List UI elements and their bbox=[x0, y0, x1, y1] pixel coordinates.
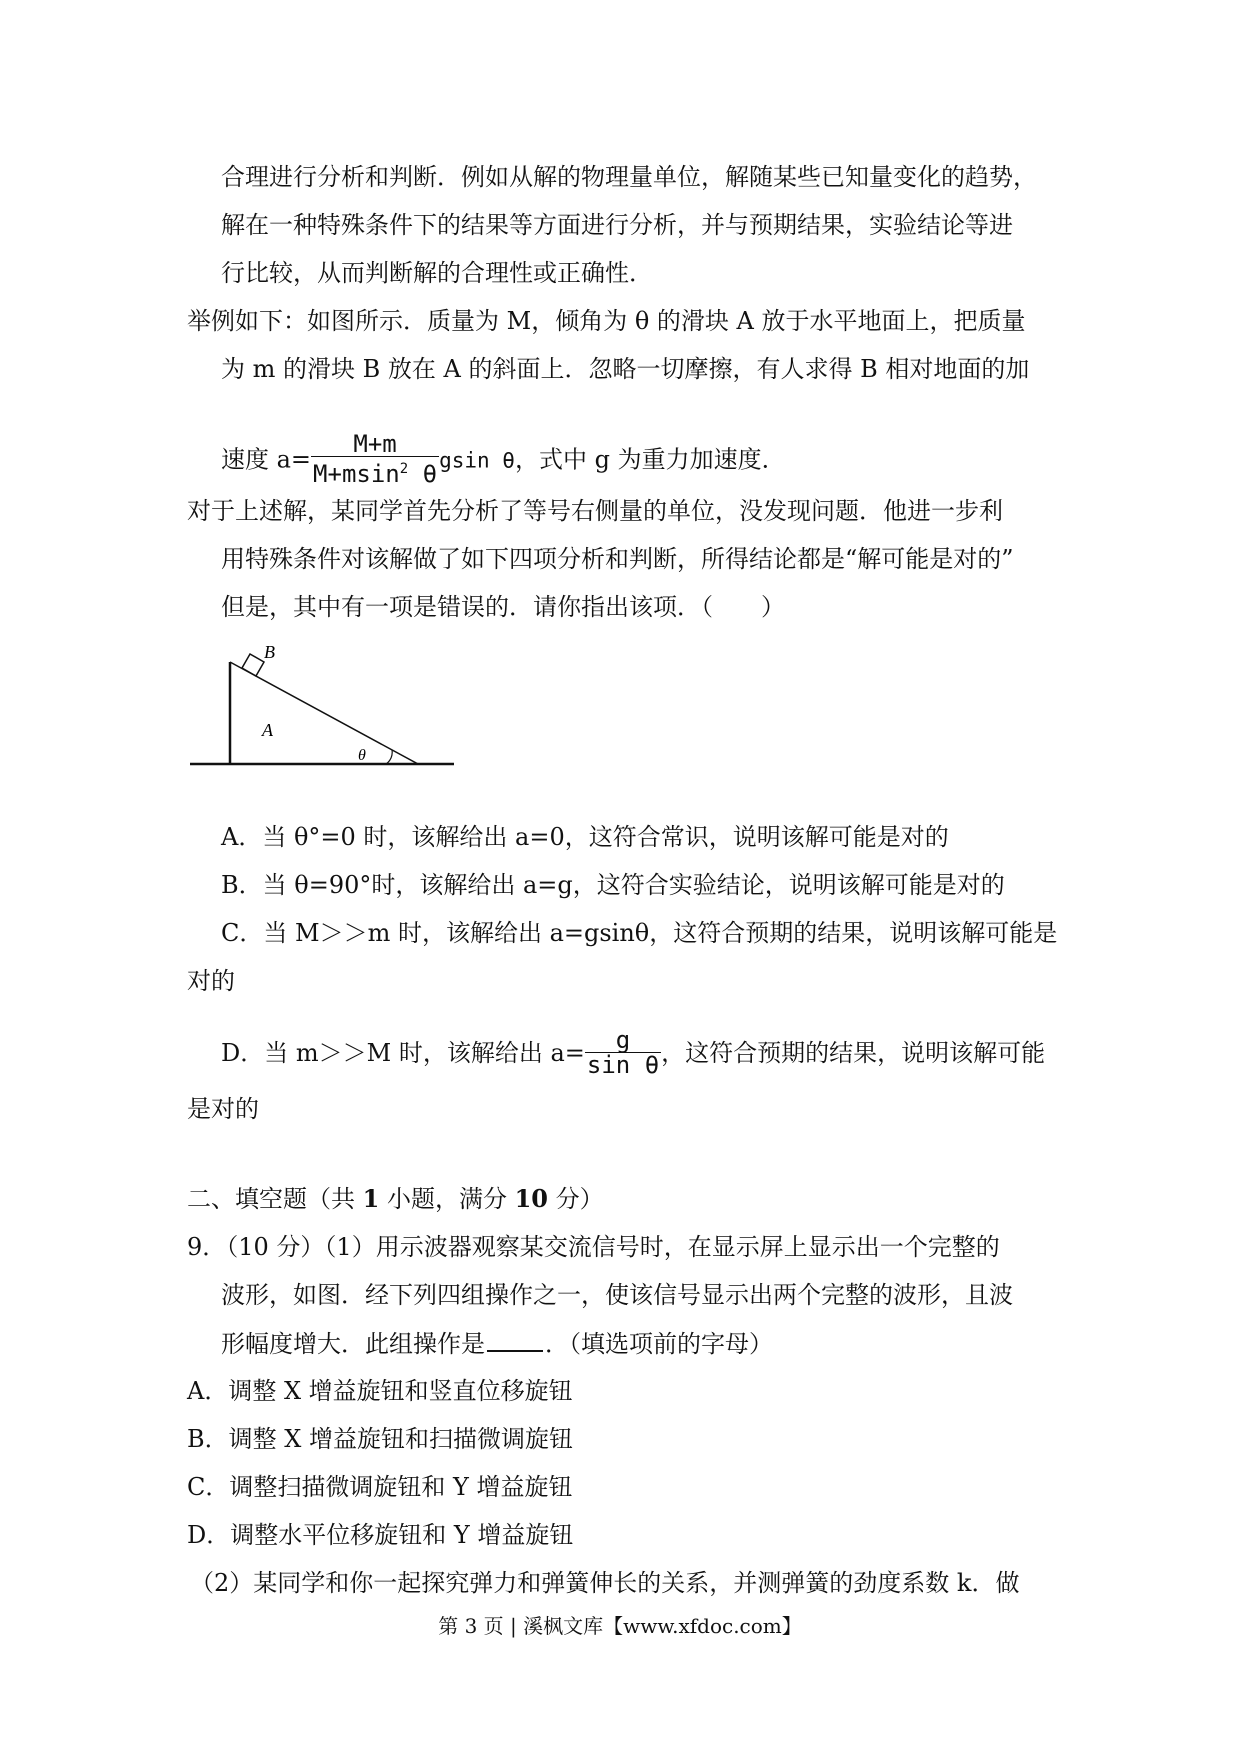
q9-option-d: D．调整水平位移旋钮和 Y 增益旋钮 bbox=[187, 1521, 574, 1549]
example-line-1: 举例如下：如图所示．质量为 M，倾角为 θ 的滑块 A 放于水平地面上，把质量 bbox=[187, 307, 1026, 335]
analysis-line-3: 但是，其中有一项是错误的．请你指出该项．（ ） bbox=[221, 593, 785, 621]
denominator-exponent: 2 bbox=[399, 461, 409, 477]
page-footer: 第 3 页 | 溪枫文库【www.xfdoc.com】 bbox=[438, 1614, 802, 1638]
option-d-fraction bbox=[585, 1028, 661, 1077]
q9-part-2: （2）某同学和你一起探究弹力和弹簧伸长的关系，并测弹簧的劲度系数 k．做 bbox=[190, 1569, 1020, 1597]
q9-option-b: B．调整 X 增益旋钮和扫描微调旋钮 bbox=[187, 1425, 573, 1453]
intro-line-2: 解在一种特殊条件下的结果等方面进行分析，并与预期结果，实验结论等进 bbox=[221, 211, 1013, 239]
angle-arc bbox=[386, 750, 392, 764]
answer-blank[interactable] bbox=[487, 1328, 543, 1352]
accel-suffix: ，式中 g 为重力加速度． bbox=[514, 445, 786, 474]
option-b: B．当 θ=90°时，该解给出 a=g，这符合实验结论，说明该解可能是对的 bbox=[221, 871, 1005, 899]
q9-option-c: C．调整扫描微调旋钮和 Y 增益旋钮 bbox=[187, 1473, 573, 1501]
option-a: A．当 θ°=0 时，该解给出 a=0，这符合常识，说明该解可能是对的 bbox=[221, 823, 949, 851]
section-heading-post: 分） bbox=[548, 1185, 604, 1213]
fraction-denominator bbox=[311, 457, 439, 486]
acceleration-fraction bbox=[311, 432, 439, 486]
option-d-suffix: ，这符合预期的结果，说明该解可能 bbox=[661, 1039, 1046, 1067]
acceleration-formula-line bbox=[221, 430, 786, 488]
option-d-line-1 bbox=[221, 1026, 1046, 1079]
section-heading-pre: 二、填空题（共 bbox=[187, 1185, 363, 1213]
accel-prefix: 速度 a= bbox=[221, 445, 312, 474]
q9-line-2: 波形，如图．经下列四组操作之一，使该信号显示出两个完整的波形，且波 bbox=[221, 1281, 1013, 1309]
gsin-theta: gsin θ bbox=[439, 448, 515, 473]
block-a-label: A bbox=[262, 720, 273, 740]
section-2-heading bbox=[187, 1184, 604, 1214]
q9-option-a: A．调整 X 增益旋钮和竖直位移旋钮 bbox=[187, 1377, 573, 1405]
theta-label: θ bbox=[358, 747, 366, 764]
option-c-line-2: 对的 bbox=[187, 967, 235, 995]
option-d-numerator: g bbox=[585, 1028, 661, 1053]
block-b-label: B bbox=[264, 642, 275, 662]
intro-line-3: 行比较，从而判断解的合理性或正确性． bbox=[221, 259, 653, 287]
block-b bbox=[242, 654, 264, 676]
analysis-line-2: 用特殊条件对该解做了如下四项分析和判断，所得结论都是“解可能是对的” bbox=[221, 545, 1014, 573]
q9-line-3-post: ．（填选项前的字母） bbox=[545, 1330, 773, 1358]
incline-slope bbox=[230, 662, 418, 764]
denominator-tail: θ bbox=[408, 460, 438, 488]
total-score: 10 bbox=[514, 1184, 549, 1213]
q9-line-3 bbox=[221, 1328, 773, 1359]
option-d-denominator: sin θ bbox=[586, 1051, 660, 1079]
fraction-numerator: M+m bbox=[311, 432, 439, 457]
example-line-2: 为 m 的滑块 B 放在 A 的斜面上．忽略一切摩擦，有人求得 B 相对地面的加 bbox=[221, 355, 1030, 383]
denominator-base: M+msin bbox=[313, 460, 400, 488]
q9-line-3-pre: 形幅度增大．此组操作是 bbox=[221, 1330, 485, 1358]
section-heading-mid: 小题，满分 bbox=[379, 1185, 515, 1213]
option-c-line-1: C．当 M＞＞m 时，该解给出 a=gsinθ，这符合预期的结果，说明该解可能是 bbox=[221, 919, 1058, 947]
option-d-line-2: 是对的 bbox=[187, 1095, 259, 1123]
q9-line-1: 9．（10 分）（1）用示波器观察某交流信号时，在显示屏上显示出一个完整的 bbox=[187, 1233, 1000, 1261]
analysis-line-1: 对于上述解，某同学首先分析了等号右侧量的单位，没发现问题．他进一步利 bbox=[187, 497, 1003, 525]
question-count: 1 bbox=[362, 1184, 380, 1213]
intro-line-1: 合理进行分析和判断．例如从解的物理量单位，解随某些已知量变化的趋势， bbox=[221, 163, 1037, 191]
option-d-prefix: D．当 m＞＞M 时，该解给出 a= bbox=[221, 1039, 585, 1067]
incline-figure bbox=[190, 640, 460, 770]
